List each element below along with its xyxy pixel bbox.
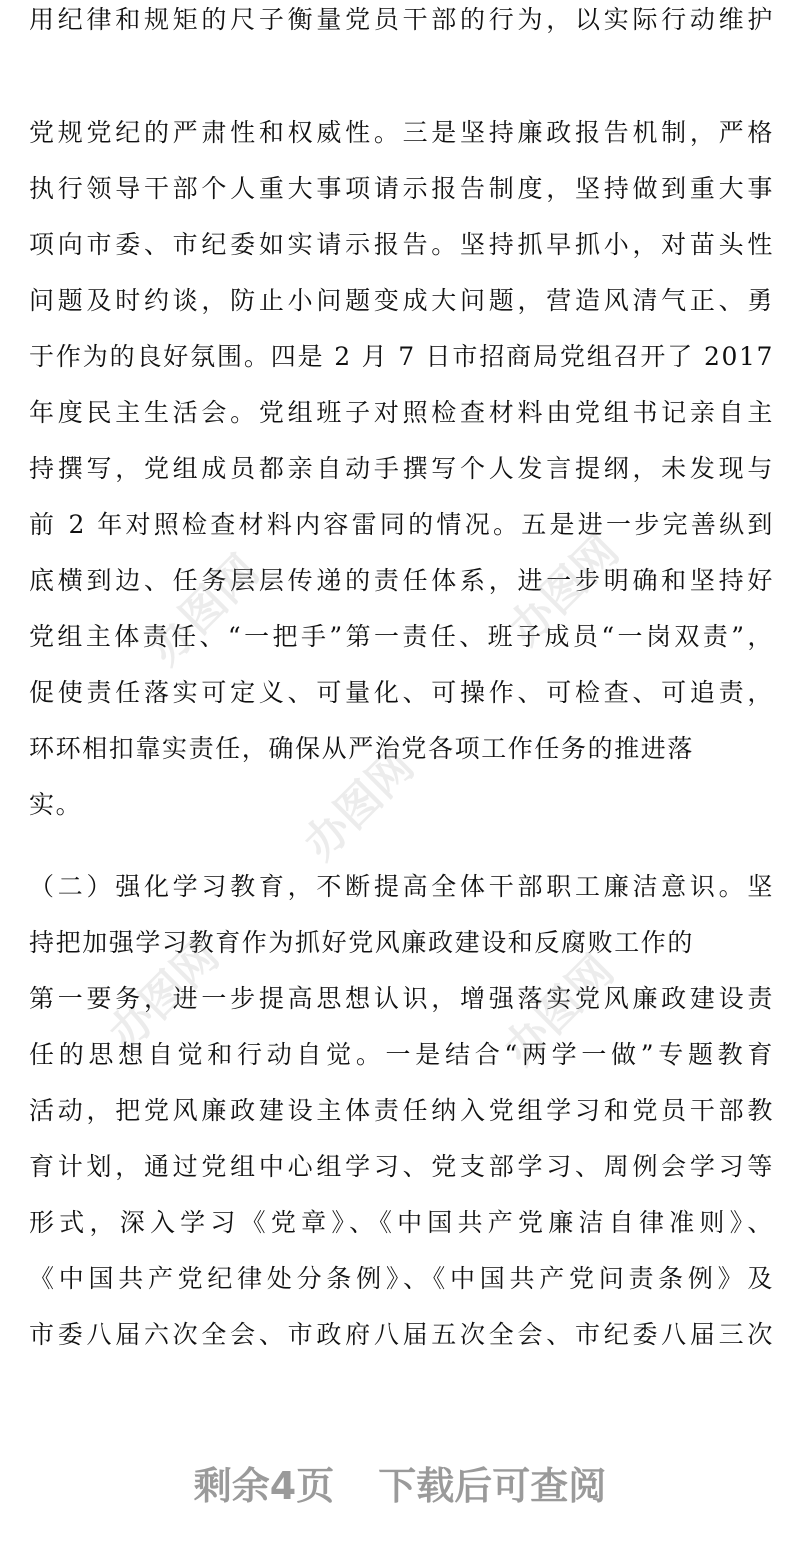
text-line: 形式，深入学习《党章》、《中国共产党廉洁自律准则》、 bbox=[29, 1208, 774, 1237]
text-line: 党组主体责任、“一把手”第一责任、班子成员“一岗双责”， bbox=[29, 622, 774, 651]
text-line: 任的思想自觉和行动自觉。一是结合“两学一做”专题教育 bbox=[29, 1040, 774, 1069]
text-line: 《中国共产党纪律处分条例》、《中国共产党问责条例》及 bbox=[29, 1264, 774, 1293]
text-line: 执行领导干部个人重大事项请示报告制度，坚持做到重大事 bbox=[29, 174, 774, 203]
download-prompt-banner[interactable] bbox=[0, 1456, 800, 1516]
watermark: 办图网 bbox=[499, 525, 629, 655]
text-line: 第一要务，进一步提高思想认识，增强落实党风廉政建设责 bbox=[29, 984, 774, 1013]
watermark: 办图网 bbox=[494, 945, 624, 1075]
text-line: 环环相扣靠实责任，确保从严治党各项工作任务的推进落 bbox=[29, 734, 695, 763]
remaining-pages-label: 剩余4页 bbox=[193, 1464, 335, 1508]
section-heading-line: （二）强化学习教育，不断提高全体干部职工廉洁意识。坚 bbox=[29, 872, 774, 901]
text-line: 于作为的良好氛围。四是 2 月 7 日市招商局党组召开了 2017 bbox=[29, 342, 774, 371]
text-line: 活动，把党风廉政建设主体责任纳入党组学习和党员干部教 bbox=[29, 1096, 774, 1125]
text-line: 实。 bbox=[29, 790, 83, 819]
text-line: 年度民主生活会。党组班子对照检查材料由党组书记亲自主 bbox=[29, 398, 774, 427]
watermark: 办图网 bbox=[139, 545, 269, 675]
watermark: 办图网 bbox=[294, 740, 424, 870]
text-line: 育计划，通过党组中心组学习、党支部学习、周例会学习等 bbox=[29, 1152, 774, 1181]
text-line: 持撰写，党组成员都亲自动手撰写个人发言提纲，未发现与 bbox=[29, 454, 774, 483]
text-line: 持把加强学习教育作为抓好党风廉政建设和反腐败工作的 bbox=[29, 928, 695, 957]
text-line: 前 2 年对照检查材料内容雷同的情况。五是进一步完善纵到 bbox=[29, 510, 774, 539]
text-line: 市委八届六次全会、市政府八届五次全会、市纪委八届三次 bbox=[29, 1320, 774, 1349]
text-line: 用纪律和规矩的尺子衡量党员干部的行为，以实际行动维护 bbox=[29, 5, 774, 34]
text-line: 问题及时约谈，防止小问题变成大问题，营造风清气正、勇 bbox=[29, 286, 774, 315]
text-line: 项向市委、市纪委如实请示报告。坚持抓早抓小，对苗头性 bbox=[29, 230, 774, 259]
watermark: 办图网 bbox=[99, 930, 229, 1060]
text-line: 党规党纪的严肃性和权威性。三是坚持廉政报告机制，严格 bbox=[29, 118, 774, 147]
text-line: 底横到边、任务层层传递的责任体系，进一步明确和坚持好 bbox=[29, 566, 774, 595]
text-line: 促使责任落实可定义、可量化、可操作、可检查、可追责， bbox=[29, 678, 774, 707]
download-hint-label: 下载后可查阅 bbox=[378, 1464, 607, 1508]
